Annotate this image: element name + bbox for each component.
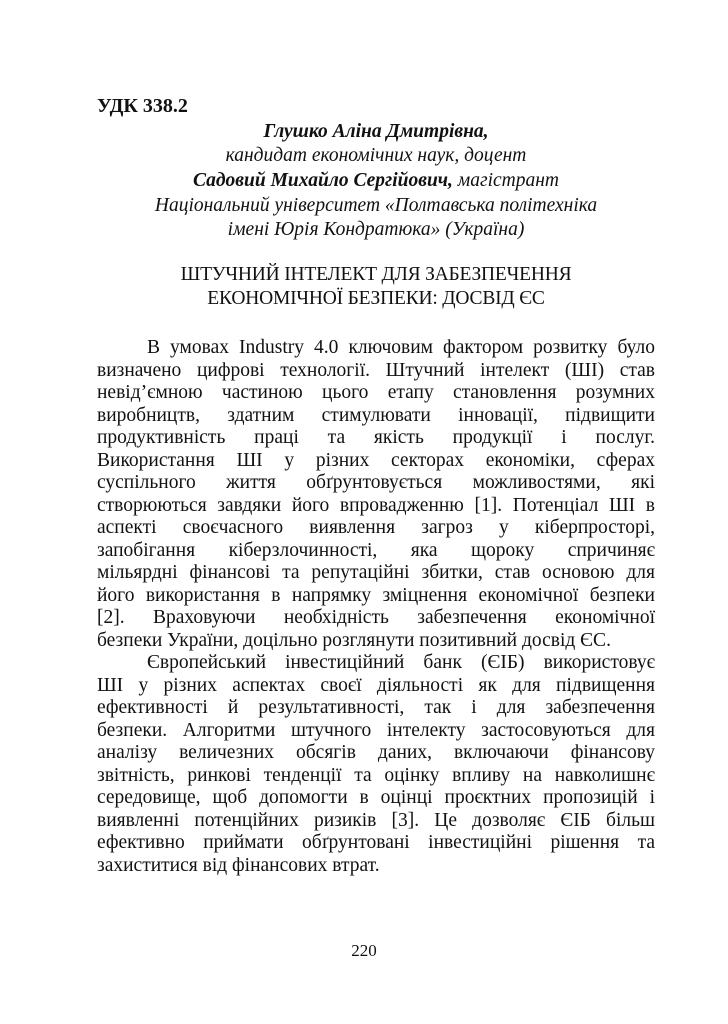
author2-name: Садовий Михайло Сергійович,	[192, 170, 453, 191]
text-line: виробництв, здатним стимулювати інновації, підвищити	[97, 404, 655, 426]
text-line: продуктивність праці та якість продукції і послуг.	[97, 427, 655, 448]
article-title-line1: ШТУЧНИЙ ІНТЕЛЕКТ ДЛЯ ЗАБЕЗПЕЧЕННЯ	[180, 264, 572, 285]
text-line: визначено цифрові технології. Штучний інтелект (ШІ) став	[97, 359, 655, 381]
text-line: середовище, щоб допомогти в оцінці проєктних пропозицій і	[97, 787, 655, 808]
text-line: [2]. Враховуючи необхідність забезпечення економічної	[97, 607, 655, 628]
author1-name: Глушко Аліна Дмитрівна,	[263, 121, 489, 142]
affiliation-line2: імені Юрія Кондратюка» (Україна)	[227, 219, 525, 240]
affiliation-line1: Національний університет «Полтавська політехніка	[154, 195, 598, 216]
text-line: виявленні потенційних ризиків [3]. Це дозволяє ЄІБ більш	[97, 809, 655, 831]
udc-code: УДК 338.2	[97, 95, 188, 117]
text-line: аналізу величезних обсягів даних, включаючи фінансову	[97, 742, 655, 763]
paragraph-2	[97, 652, 655, 877]
text-line: ефективно приймати обґрунтовані інвестиційні рішення та	[97, 832, 655, 853]
text-line: створюються завдяки його впровадженню [1]. Потенціал ШІ в	[97, 494, 655, 516]
author2-title: магістрант	[452, 170, 559, 191]
text-line: безпеки України, доцільно розглянути позитивний досвід ЄС.	[97, 629, 611, 651]
text-line: мільярдні фінансові та репутаційні збитки, став основою для	[97, 562, 655, 583]
page-number: 220	[351, 941, 377, 960]
article-title-line2: ЕКОНОМІЧНОЇ БЕЗПЕКИ: ДОСВІД ЄС	[207, 288, 545, 309]
text-line: ефективності й результативності, так і для забезпечення	[97, 697, 655, 718]
text-line: звітність, ринкові тенденції та оцінку впливу на навколишнє	[97, 764, 655, 786]
text-line: Використання ШІ у різних секторах економіки, сферах	[97, 449, 655, 471]
text-line: ШІ у різних аспектах своєї діяльності як для підвищення	[97, 674, 655, 696]
text-line: його використання в напрямку зміцнення економічної безпеки	[97, 584, 655, 606]
author2-line	[97, 170, 655, 192]
text-line: В умовах Industry 4.0 ключовим фактором розвитку було	[147, 337, 655, 358]
text-line: Європейський інвестиційний банк (ЄІБ) використовує	[147, 652, 655, 673]
paragraph-1	[97, 337, 655, 652]
text-line: суспільного життя обґрунтовується можливостями, які	[97, 472, 655, 493]
text-line: безпеки. Алгоритми штучного інтелекту застосовуються для	[97, 719, 655, 741]
author1-title: кандидат економічних наук, доцент	[225, 145, 527, 166]
text-line: захиститися від фінансових втрат.	[97, 854, 380, 876]
text-line: запобігання кіберзлочинності, яка щороку спричиняє	[97, 539, 655, 561]
text-line: невід’ємною частиною цього етапу становлення розумних	[97, 382, 655, 403]
text-line: аспекті своєчасного виявлення загроз у кіберпросторі,	[97, 517, 655, 538]
